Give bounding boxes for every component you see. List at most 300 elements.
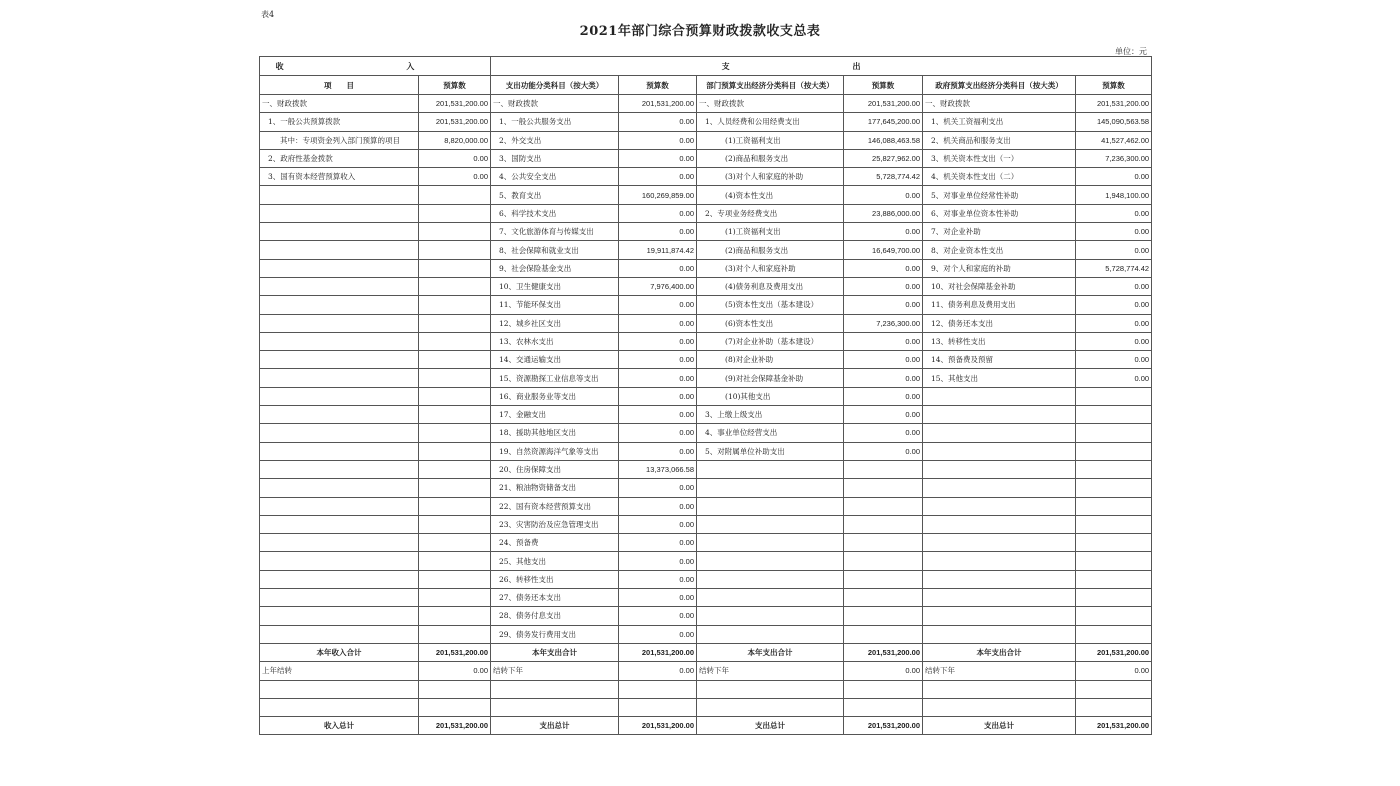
table-cell: 9、社会保险基金支出 bbox=[491, 259, 619, 277]
table-cell bbox=[1076, 607, 1152, 625]
table-cell: 28、债务付息支出 bbox=[491, 607, 619, 625]
table-cell: 0.00 bbox=[844, 442, 923, 460]
table-row bbox=[260, 168, 1152, 186]
table-number: 表4 bbox=[261, 10, 275, 19]
table-cell: 2、政府性基金拨款 bbox=[260, 149, 419, 167]
table-cell: 本年支出合计 bbox=[491, 643, 619, 661]
table-cell: 3、机关资本性支出（一） bbox=[923, 149, 1076, 167]
table-cell: 0.00 bbox=[619, 442, 697, 460]
table-cell bbox=[697, 698, 844, 716]
table-cell: 0.00 bbox=[619, 113, 697, 131]
table-cell bbox=[1076, 625, 1152, 643]
table-cell: 19,911,874.42 bbox=[619, 241, 697, 259]
table-cell: 0.00 bbox=[844, 296, 923, 314]
table-cell: (7)对企业补助（基本建设） bbox=[697, 332, 844, 350]
unit-label: 单位：元 bbox=[1115, 47, 1147, 56]
table-cell: 一、财政拨款 bbox=[697, 95, 844, 113]
table-cell bbox=[260, 680, 419, 698]
table-cell bbox=[697, 497, 844, 515]
page-title: 2021年部门综合预算财政拨款收支总表 bbox=[579, 24, 821, 39]
table-cell bbox=[419, 332, 491, 350]
table-cell bbox=[697, 534, 844, 552]
table-cell bbox=[923, 552, 1076, 570]
table-cell: (10)其他支出 bbox=[697, 387, 844, 405]
table-cell bbox=[260, 625, 419, 643]
table-cell: 0.00 bbox=[1076, 369, 1152, 387]
table-cell: 0.00 bbox=[1076, 332, 1152, 350]
table-cell: 支出总计 bbox=[697, 717, 844, 735]
year-total-row bbox=[260, 643, 1152, 661]
col-header: 政府预算支出经济分类科目（按大类） bbox=[923, 76, 1076, 95]
blank-row bbox=[260, 698, 1152, 716]
table-cell: 0.00 bbox=[619, 607, 697, 625]
table-cell: 7,236,300.00 bbox=[844, 314, 923, 332]
table-cell bbox=[260, 314, 419, 332]
table-cell: 一、财政拨款 bbox=[260, 95, 419, 113]
table-cell: 0.00 bbox=[619, 479, 697, 497]
table-row bbox=[260, 149, 1152, 167]
table-row bbox=[260, 277, 1152, 295]
table-cell: 201,531,200.00 bbox=[1076, 643, 1152, 661]
table-cell: 结转下年 bbox=[923, 662, 1076, 680]
table-cell bbox=[844, 625, 923, 643]
table-cell: 6、科学技术支出 bbox=[491, 204, 619, 222]
table-cell: 一、财政拨款 bbox=[491, 95, 619, 113]
table-cell: 0.00 bbox=[619, 259, 697, 277]
table-cell bbox=[844, 479, 923, 497]
table-cell bbox=[419, 424, 491, 442]
col-header: 支出功能分类科目（按大类） bbox=[491, 76, 619, 95]
table-cell bbox=[1076, 387, 1152, 405]
table-cell bbox=[419, 589, 491, 607]
table-cell: 结转下年 bbox=[697, 662, 844, 680]
table-cell bbox=[697, 515, 844, 533]
table-cell: 0.00 bbox=[844, 424, 923, 442]
table-cell: 10、卫生健康支出 bbox=[491, 277, 619, 295]
table-cell: 19、自然资源海洋气象等支出 bbox=[491, 442, 619, 460]
table-cell: 14、预备费及预留 bbox=[923, 351, 1076, 369]
table-cell: 7、对企业补助 bbox=[923, 223, 1076, 241]
table-cell: 0.00 bbox=[1076, 314, 1152, 332]
table-row bbox=[260, 314, 1152, 332]
table-cell: 8、对企业资本性支出 bbox=[923, 241, 1076, 259]
table-cell: 24、预备费 bbox=[491, 534, 619, 552]
table-cell: 2、机关商品和服务支出 bbox=[923, 131, 1076, 149]
table-cell: 0.00 bbox=[619, 387, 697, 405]
table-cell: 1、人员经费和公用经费支出 bbox=[697, 113, 844, 131]
col-header: 预算数 bbox=[1076, 76, 1152, 95]
table-cell: 支出总计 bbox=[491, 717, 619, 735]
table-cell: 23、灾害防治及应急管理支出 bbox=[491, 515, 619, 533]
col-header: 预算数 bbox=[619, 76, 697, 95]
table-cell: 4、机关资本性支出（二） bbox=[923, 168, 1076, 186]
table-cell: 上年结转 bbox=[260, 662, 419, 680]
table-cell bbox=[260, 204, 419, 222]
table-cell bbox=[419, 314, 491, 332]
table-cell bbox=[844, 534, 923, 552]
table-cell bbox=[419, 186, 491, 204]
table-row bbox=[260, 479, 1152, 497]
table-row bbox=[260, 259, 1152, 277]
table-cell: 0.00 bbox=[1076, 168, 1152, 186]
table-cell: (8)对企业补助 bbox=[697, 351, 844, 369]
table-cell bbox=[419, 277, 491, 295]
table-cell: 201,531,200.00 bbox=[419, 643, 491, 661]
table-cell: 145,090,563.58 bbox=[1076, 113, 1152, 131]
table-cell bbox=[844, 497, 923, 515]
table-cell: 16,649,700.00 bbox=[844, 241, 923, 259]
table-cell bbox=[697, 460, 844, 478]
table-cell: 0.00 bbox=[844, 332, 923, 350]
table-cell: 0.00 bbox=[619, 552, 697, 570]
table-cell bbox=[260, 534, 419, 552]
budget-table bbox=[259, 56, 1152, 735]
table-cell: 201,531,200.00 bbox=[419, 717, 491, 735]
table-cell bbox=[844, 460, 923, 478]
table-row bbox=[260, 131, 1152, 149]
table-cell: 0.00 bbox=[844, 406, 923, 424]
table-cell bbox=[260, 241, 419, 259]
table-cell: 17、金融支出 bbox=[491, 406, 619, 424]
table-cell: 201,531,200.00 bbox=[844, 643, 923, 661]
table-cell: 13、转移性支出 bbox=[923, 332, 1076, 350]
expense-header: 支 出 bbox=[491, 57, 1152, 76]
table-cell bbox=[419, 241, 491, 259]
table-cell: 15、其他支出 bbox=[923, 369, 1076, 387]
table-cell: 21、粮油物资储备支出 bbox=[491, 479, 619, 497]
table-row bbox=[260, 534, 1152, 552]
table-cell bbox=[1076, 479, 1152, 497]
table-cell: 201,531,200.00 bbox=[619, 95, 697, 113]
table-cell bbox=[260, 442, 419, 460]
table-cell bbox=[419, 204, 491, 222]
table-cell bbox=[1076, 424, 1152, 442]
table-cell bbox=[923, 534, 1076, 552]
table-cell bbox=[844, 589, 923, 607]
table-cell bbox=[1076, 534, 1152, 552]
table-cell: 0.00 bbox=[1076, 351, 1152, 369]
table-cell: 201,531,200.00 bbox=[619, 643, 697, 661]
table-row bbox=[260, 406, 1152, 424]
table-cell bbox=[923, 698, 1076, 716]
table-cell bbox=[260, 497, 419, 515]
table-row bbox=[260, 497, 1152, 515]
table-cell: 0.00 bbox=[844, 351, 923, 369]
table-cell: 支出总计 bbox=[923, 717, 1076, 735]
table-cell: 0.00 bbox=[619, 625, 697, 643]
table-cell: (4)债务利息及费用支出 bbox=[697, 277, 844, 295]
table-cell: 29、债务发行费用支出 bbox=[491, 625, 619, 643]
table-cell: 3、国防支出 bbox=[491, 149, 619, 167]
table-cell bbox=[419, 406, 491, 424]
table-cell bbox=[419, 351, 491, 369]
table-cell: 0.00 bbox=[619, 369, 697, 387]
table-cell: 4、公共安全支出 bbox=[491, 168, 619, 186]
table-cell: 0.00 bbox=[844, 259, 923, 277]
table-cell: 0.00 bbox=[844, 387, 923, 405]
table-row bbox=[260, 241, 1152, 259]
table-cell bbox=[1076, 698, 1152, 716]
table-cell: 13,373,066.58 bbox=[619, 460, 697, 478]
table-cell: 11、节能环保支出 bbox=[491, 296, 619, 314]
table-cell: 16、商业服务业等支出 bbox=[491, 387, 619, 405]
table-cell bbox=[419, 534, 491, 552]
table-cell: (3)对个人和家庭补助 bbox=[697, 259, 844, 277]
table-cell bbox=[923, 442, 1076, 460]
table-cell bbox=[923, 607, 1076, 625]
table-row bbox=[260, 332, 1152, 350]
table-cell: 23,886,000.00 bbox=[844, 204, 923, 222]
table-cell: 10、对社会保障基金补助 bbox=[923, 277, 1076, 295]
table-cell: 11、债务利息及费用支出 bbox=[923, 296, 1076, 314]
table-cell: 0.00 bbox=[844, 662, 923, 680]
table-cell: 收入总计 bbox=[260, 717, 419, 735]
table-cell: (5)资本性支出（基本建设） bbox=[697, 296, 844, 314]
table-cell: 0.00 bbox=[844, 277, 923, 295]
table-cell: 0.00 bbox=[619, 223, 697, 241]
table-cell: 12、债务还本支出 bbox=[923, 314, 1076, 332]
table-cell: 0.00 bbox=[844, 186, 923, 204]
table-cell bbox=[491, 680, 619, 698]
table-cell: 0.00 bbox=[1076, 296, 1152, 314]
table-cell: 0.00 bbox=[619, 570, 697, 588]
table-cell: 0.00 bbox=[419, 168, 491, 186]
table-cell: 0.00 bbox=[619, 424, 697, 442]
table-cell: 1、机关工资福利支出 bbox=[923, 113, 1076, 131]
table-cell bbox=[844, 698, 923, 716]
table-cell bbox=[419, 479, 491, 497]
table-cell: 0.00 bbox=[1076, 241, 1152, 259]
table-cell bbox=[260, 277, 419, 295]
table-cell: 0.00 bbox=[619, 534, 697, 552]
table-cell: 其中：专项资金列入部门预算的项目 bbox=[260, 131, 419, 149]
table-cell bbox=[619, 680, 697, 698]
table-cell bbox=[923, 424, 1076, 442]
table-cell bbox=[697, 680, 844, 698]
table-cell bbox=[844, 552, 923, 570]
table-row bbox=[260, 351, 1152, 369]
header-row-2 bbox=[260, 76, 1152, 95]
table-row bbox=[260, 424, 1152, 442]
table-cell: 7、文化旅游体育与传媒支出 bbox=[491, 223, 619, 241]
grand-total-row bbox=[260, 717, 1152, 735]
table-cell: 0.00 bbox=[1076, 662, 1152, 680]
table-cell bbox=[1076, 515, 1152, 533]
table-cell: 本年收入合计 bbox=[260, 643, 419, 661]
table-cell: 18、援助其他地区支出 bbox=[491, 424, 619, 442]
table-cell bbox=[419, 680, 491, 698]
table-cell bbox=[260, 406, 419, 424]
col-header: 部门预算支出经济分类科目（按大类） bbox=[697, 76, 844, 95]
table-cell: 0.00 bbox=[619, 515, 697, 533]
table-row bbox=[260, 589, 1152, 607]
table-cell bbox=[260, 186, 419, 204]
table-cell bbox=[1076, 460, 1152, 478]
table-cell: 1、一般公共服务支出 bbox=[491, 113, 619, 131]
table-cell bbox=[419, 442, 491, 460]
table-cell bbox=[419, 570, 491, 588]
table-row bbox=[260, 95, 1152, 113]
table-cell bbox=[697, 552, 844, 570]
table-cell bbox=[419, 223, 491, 241]
table-cell bbox=[1076, 552, 1152, 570]
table-row bbox=[260, 460, 1152, 478]
table-cell bbox=[260, 698, 419, 716]
table-cell: 0.00 bbox=[619, 296, 697, 314]
table-cell: 27、债务还本支出 bbox=[491, 589, 619, 607]
table-cell: (3)对个人和家庭的补助 bbox=[697, 168, 844, 186]
table-cell bbox=[260, 259, 419, 277]
table-cell: 0.00 bbox=[619, 149, 697, 167]
table-cell bbox=[923, 460, 1076, 478]
table-cell bbox=[923, 497, 1076, 515]
table-cell: 5、对附属单位补助支出 bbox=[697, 442, 844, 460]
table-cell bbox=[1076, 442, 1152, 460]
table-cell bbox=[419, 369, 491, 387]
table-row bbox=[260, 607, 1152, 625]
table-cell: 14、交通运输支出 bbox=[491, 351, 619, 369]
table-cell bbox=[419, 698, 491, 716]
table-cell: 177,645,200.00 bbox=[844, 113, 923, 131]
table-row bbox=[260, 625, 1152, 643]
table-cell bbox=[923, 479, 1076, 497]
table-row bbox=[260, 552, 1152, 570]
table-cell: 本年支出合计 bbox=[923, 643, 1076, 661]
table-cell: 201,531,200.00 bbox=[1076, 95, 1152, 113]
table-cell: 15、资源勘探工业信息等支出 bbox=[491, 369, 619, 387]
table-row bbox=[260, 570, 1152, 588]
table-row bbox=[260, 442, 1152, 460]
table-cell bbox=[619, 698, 697, 716]
table-cell bbox=[923, 570, 1076, 588]
table-cell bbox=[697, 479, 844, 497]
table-cell bbox=[419, 515, 491, 533]
table-row bbox=[260, 296, 1152, 314]
table-row bbox=[260, 186, 1152, 204]
table-cell bbox=[697, 570, 844, 588]
table-row bbox=[260, 515, 1152, 533]
blank-row bbox=[260, 680, 1152, 698]
table-cell bbox=[419, 460, 491, 478]
table-cell: 结转下年 bbox=[491, 662, 619, 680]
table-cell: 8,820,000.00 bbox=[419, 131, 491, 149]
col-header: 项 目 bbox=[260, 76, 419, 95]
table-cell: 5、对事业单位经常性补助 bbox=[923, 186, 1076, 204]
table-row bbox=[260, 113, 1152, 131]
table-cell: 12、城乡社区支出 bbox=[491, 314, 619, 332]
table-cell bbox=[844, 515, 923, 533]
table-cell: (4)资本性支出 bbox=[697, 186, 844, 204]
table-cell: 0.00 bbox=[619, 351, 697, 369]
table-cell bbox=[923, 680, 1076, 698]
table-cell bbox=[419, 625, 491, 643]
table-cell: 2、专项业务经费支出 bbox=[697, 204, 844, 222]
col-header: 预算数 bbox=[419, 76, 491, 95]
table-cell: (1)工资福利支出 bbox=[697, 223, 844, 241]
table-cell bbox=[419, 259, 491, 277]
table-cell bbox=[844, 680, 923, 698]
table-cell: (6)资本性支出 bbox=[697, 314, 844, 332]
table-cell bbox=[260, 296, 419, 314]
table-cell: 1,948,100.00 bbox=[1076, 186, 1152, 204]
table-cell bbox=[260, 460, 419, 478]
table-cell: 0.00 bbox=[619, 204, 697, 222]
table-cell bbox=[923, 625, 1076, 643]
table-cell bbox=[1076, 589, 1152, 607]
table-cell bbox=[260, 424, 419, 442]
table-cell: 201,531,200.00 bbox=[844, 717, 923, 735]
table-cell: 0.00 bbox=[844, 369, 923, 387]
table-cell: (2)商品和服务支出 bbox=[697, 241, 844, 259]
table-cell: 13、农林水支出 bbox=[491, 332, 619, 350]
table-cell: 160,269,859.00 bbox=[619, 186, 697, 204]
table-cell: 0.00 bbox=[619, 314, 697, 332]
table-cell bbox=[1076, 406, 1152, 424]
table-cell bbox=[419, 552, 491, 570]
table-cell: 2、外交支出 bbox=[491, 131, 619, 149]
table-cell: 0.00 bbox=[419, 662, 491, 680]
table-cell: 201,531,200.00 bbox=[1076, 717, 1152, 735]
table-cell: 0.00 bbox=[619, 406, 697, 424]
table-cell bbox=[260, 369, 419, 387]
table-cell: 201,531,200.00 bbox=[419, 113, 491, 131]
table-cell bbox=[260, 479, 419, 497]
table-cell: 0.00 bbox=[844, 223, 923, 241]
table-cell bbox=[419, 296, 491, 314]
table-cell: 9、对个人和家庭的补助 bbox=[923, 259, 1076, 277]
table-cell: 5、教育支出 bbox=[491, 186, 619, 204]
table-cell: 5,728,774.42 bbox=[1076, 259, 1152, 277]
table-row bbox=[260, 223, 1152, 241]
table-cell: 20、住房保障支出 bbox=[491, 460, 619, 478]
table-cell: 0.00 bbox=[419, 149, 491, 167]
table-cell: 0.00 bbox=[619, 662, 697, 680]
table-cell: 本年支出合计 bbox=[697, 643, 844, 661]
table-cell: 0.00 bbox=[619, 332, 697, 350]
table-cell: 41,527,462.00 bbox=[1076, 131, 1152, 149]
table-cell bbox=[419, 497, 491, 515]
table-cell: 0.00 bbox=[619, 589, 697, 607]
income-header: 收 入 bbox=[260, 57, 491, 76]
table-cell: 6、对事业单位资本性补助 bbox=[923, 204, 1076, 222]
table-cell: (9)对社会保障基金补助 bbox=[697, 369, 844, 387]
table-cell: 0.00 bbox=[1076, 277, 1152, 295]
table-cell: 8、社会保障和就业支出 bbox=[491, 241, 619, 259]
table-cell bbox=[697, 625, 844, 643]
table-cell: 7,236,300.00 bbox=[1076, 149, 1152, 167]
table-cell bbox=[260, 589, 419, 607]
table-cell: 0.00 bbox=[619, 168, 697, 186]
table-row bbox=[260, 204, 1152, 222]
header-row-1 bbox=[260, 57, 1152, 76]
table-cell: 201,531,200.00 bbox=[419, 95, 491, 113]
table-cell bbox=[419, 607, 491, 625]
table-cell bbox=[923, 515, 1076, 533]
table-cell: 0.00 bbox=[619, 497, 697, 515]
table-cell: 0.00 bbox=[1076, 223, 1152, 241]
table-cell bbox=[697, 589, 844, 607]
table-cell bbox=[260, 570, 419, 588]
table-cell: 3、国有资本经营预算收入 bbox=[260, 168, 419, 186]
table-cell: 201,531,200.00 bbox=[844, 95, 923, 113]
table-cell bbox=[260, 552, 419, 570]
table-cell bbox=[419, 387, 491, 405]
table-cell: 0.00 bbox=[619, 131, 697, 149]
table-cell: 一、财政拨款 bbox=[923, 95, 1076, 113]
table-cell bbox=[697, 607, 844, 625]
table-cell bbox=[1076, 497, 1152, 515]
table-cell: 22、国有资本经营预算支出 bbox=[491, 497, 619, 515]
